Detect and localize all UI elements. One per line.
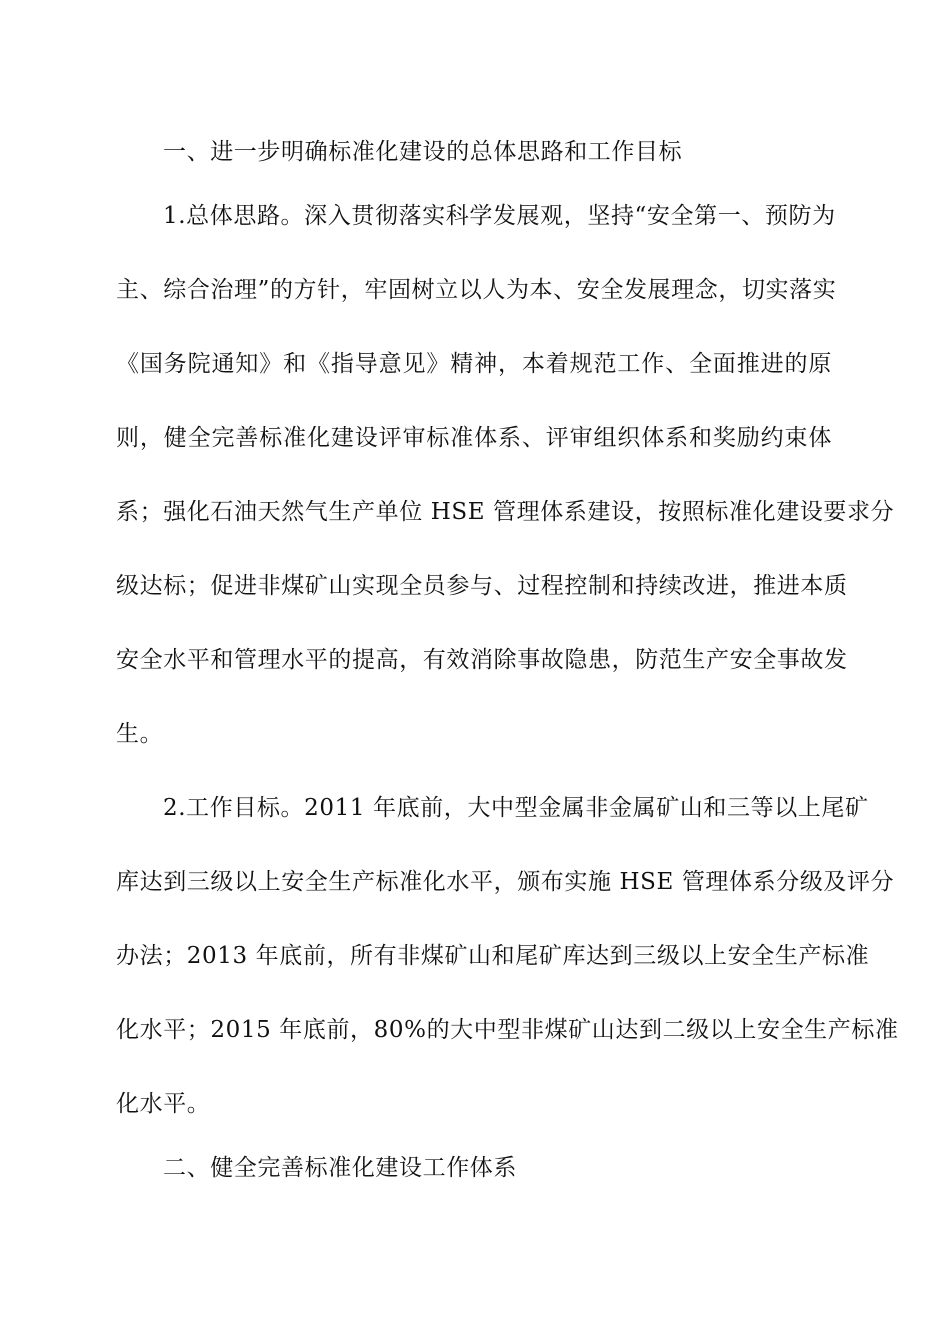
section-heading-2: 二、健全完善标准化建设工作体系	[163, 1155, 517, 1181]
paragraph-line: 《国务院通知》和《指导意见》精神，本着规范工作、全面推进的原	[116, 351, 832, 377]
paragraph-line: 2.工作目标。2011 年底前，大中型金属非金属矿山和三等以上尾矿	[163, 795, 869, 821]
paragraph-line: 1.总体思路。深入贯彻落实科学发展观，坚持“安全第一、预防为	[163, 203, 836, 229]
paragraph-line: 安全水平和管理水平的提高，有效消除事故隐患，防范生产安全事故发	[116, 647, 848, 673]
paragraph-line: 主、综合治理”的方针，牢固树立以人为本、安全发展理念，切实落实	[116, 277, 837, 303]
paragraph-line: 办法；2013 年底前，所有非煤矿山和尾矿库达到三级以上安全生产标准	[116, 943, 870, 969]
paragraph-line: 化水平；2015 年底前，80%的大中型非煤矿山达到二级以上安全生产标准	[116, 1017, 899, 1043]
paragraph-line: 则，健全完善标准化建设评审标准体系、评审组织体系和奖励约束体	[116, 425, 832, 451]
paragraph-line: 级达标；促进非煤矿山实现全员参与、过程控制和持续改进，推进本质	[116, 573, 848, 599]
paragraph-line: 库达到三级以上安全生产标准化水平，颁布实施 HSE 管理体系分级及评分	[116, 869, 895, 895]
paragraph-line: 化水平。	[116, 1091, 211, 1117]
paragraph-line: 生。	[116, 721, 164, 747]
paragraph-line: 系；强化石油天然气生产单位 HSE 管理体系建设，按照标准化建设要求分	[116, 499, 895, 525]
section-heading-1: 一、进一步明确标准化建设的总体思路和工作目标	[163, 139, 683, 165]
